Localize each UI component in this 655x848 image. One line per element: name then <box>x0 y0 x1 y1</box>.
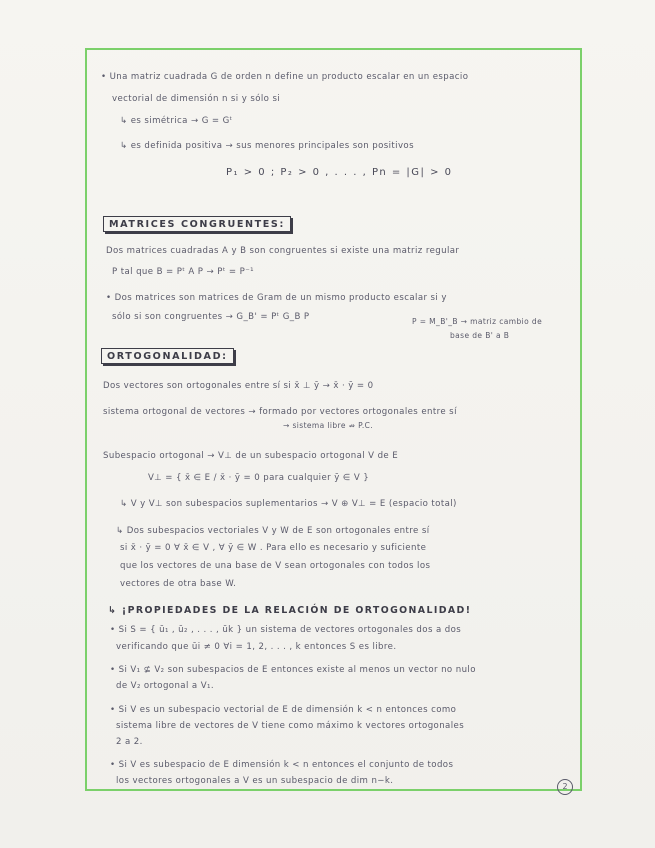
text-line: base de B' a B <box>450 331 510 340</box>
text-line: Subespacio ortogonal → V⊥ de un subespacio ortogonal V de E <box>103 451 399 461</box>
text-line: sólo si son congruentes → G_B' = Pᵗ G_B P <box>112 312 310 322</box>
text-line: • Una matriz cuadrada G de orden n define un producto escalar en un espacio <box>101 72 469 82</box>
text-line: de V₂ ortogonal a V₁. <box>116 681 214 691</box>
text-line: ↳ es simétrica → G = Gᵗ <box>120 116 233 126</box>
text-line: vectorial de dimensión n si y sólo si <box>112 94 281 104</box>
text-line: • Dos matrices son matrices de Gram de un mismo producto escalar si y <box>106 293 447 303</box>
text-line: • Si S = { ū₁ , ū₂ , . . . , ūk } un sistema de vectores ortogonales dos a dos <box>110 625 462 635</box>
text-line: que los vectores de una base de V sean ortogonales con todos los <box>120 561 431 571</box>
page-frame <box>85 48 582 791</box>
text-line: • Si V es un subespacio vectorial de E de dimensión k < n entonces como <box>110 705 457 715</box>
text-line: sistema ortogonal de vectores → formado por vectores ortogonales entre sí <box>103 407 457 417</box>
section-heading-propiedades: ↳ ¡PROPIEDADES DE LA RELACIÓN DE ORTOGONALIDAD! <box>108 605 472 616</box>
text-line: → sistema libre ⇏ P.C. <box>283 421 374 430</box>
text-line: P tal que B = Pᵗ A P → Pᵗ = P⁻¹ <box>112 267 254 277</box>
text-line: Dos vectores son ortogonales entre sí si x̄ ⊥ ȳ → x̄ · ȳ = 0 <box>103 381 374 391</box>
formula-line: P₁ > 0 ; P₂ > 0 , . . . , Pn = |G| > 0 <box>226 167 453 178</box>
text-line: sistema libre de vectores de V tiene como máximo k vectores ortogonales <box>116 721 465 731</box>
text-line: ↳ V y V⊥ son subespacios suplementarios → V ⊕ V⊥ = E (espacio total) <box>120 499 457 509</box>
text-line: ↳ Dos subespacios vectoriales V y W de E son ortogonales entre sí <box>116 526 430 536</box>
text-line: si x̄ · ȳ = 0 ∀ x̄ ∈ V , ∀ ȳ ∈ W . Para ello es necesario y suficiente <box>120 543 427 553</box>
text-line: ↳ es definida positiva → sus menores principales son positivos <box>120 141 414 151</box>
text-line: los vectores ortogonales a V es un subespacio de dim n−k. <box>116 776 394 786</box>
text-line: 2 a 2. <box>116 737 143 747</box>
text-line: Dos matrices cuadradas A y B son congruentes si existe una matriz regular <box>106 246 460 256</box>
text-line: V⊥ = { x̄ ∈ E / x̄ · ȳ = 0 para cualquier ȳ ∈ V } <box>148 473 370 483</box>
page-number: 2 <box>557 779 573 795</box>
section-heading-congruentes: MATRICES CONGRUENTES: <box>103 216 291 232</box>
text-line: • Si V es subespacio de E dimensión k < n entonces el conjunto de todos <box>110 760 454 770</box>
text-line: verificando que ūi ≠ 0 ∀i = 1, 2, . . . , k entonces S es libre. <box>116 642 397 652</box>
text-line: vectores de otra base W. <box>120 579 237 589</box>
section-heading-ortogonalidad: ORTOGONALIDAD: <box>101 348 234 364</box>
text-line: • Si V₁ ⊈ V₂ son subespacios de E entonces existe al menos un vector no nulo <box>110 665 476 675</box>
text-line: P = M_B'_B → matriz cambio de <box>412 317 543 326</box>
